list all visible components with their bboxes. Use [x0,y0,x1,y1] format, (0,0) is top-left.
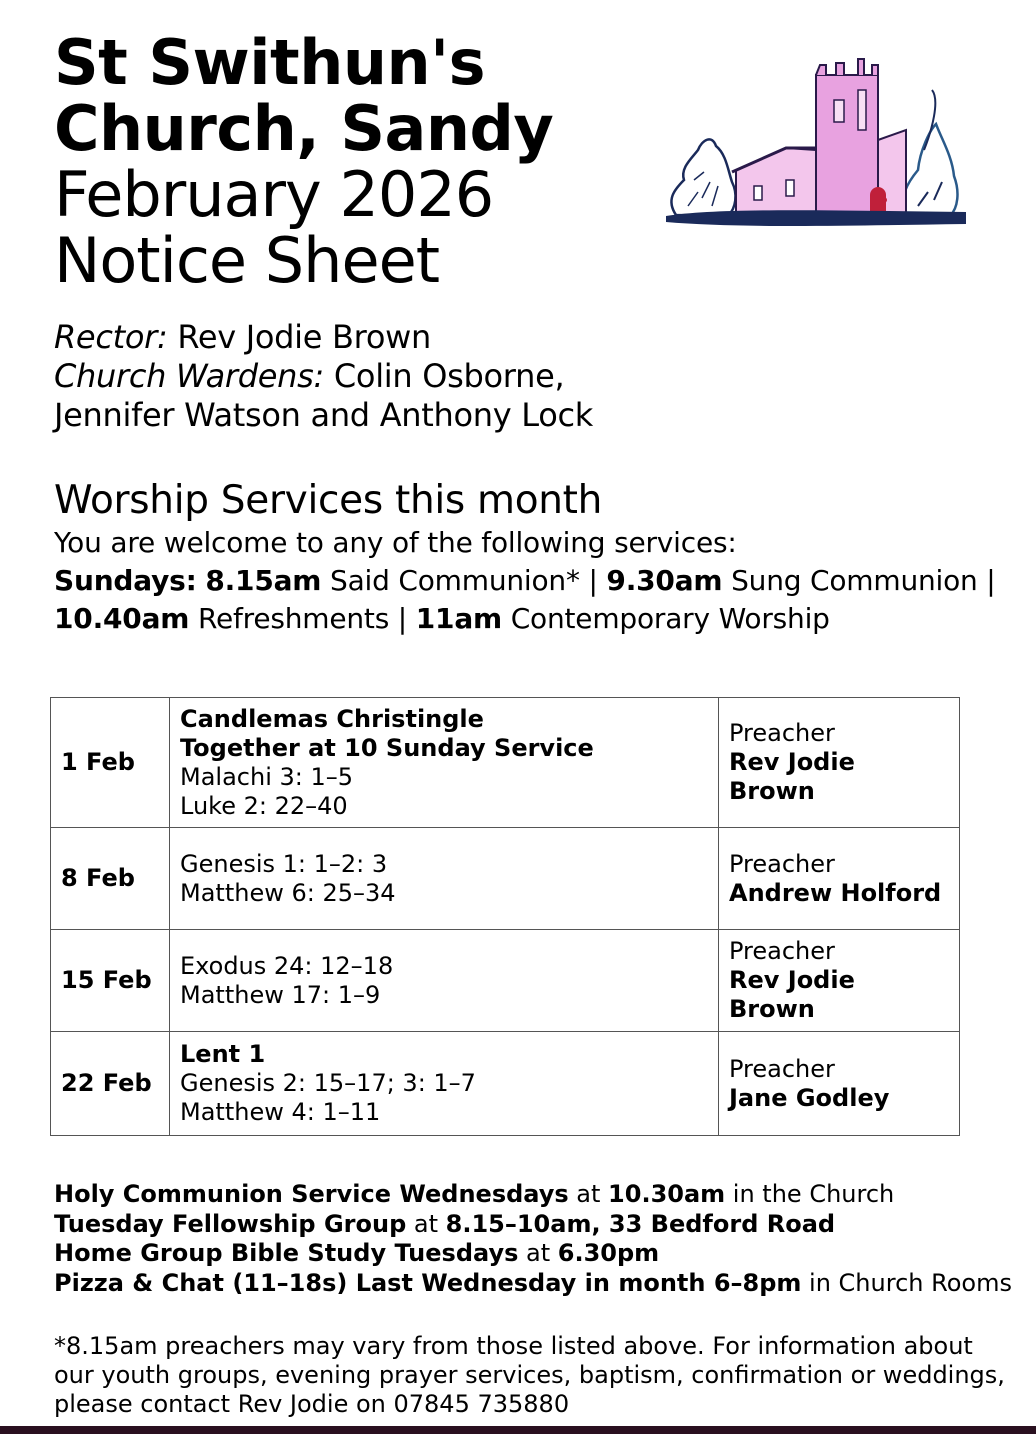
bible-reading: Matthew 6: 25–34 [180,878,396,907]
bible-reading: Matthew 4: 1–11 [180,1098,381,1126]
preacher-label: Preacher [729,1054,835,1083]
service-time: 9.30am [606,564,723,597]
wardens-line [54,357,593,396]
preacher-cell [719,1032,960,1136]
service-readings [170,930,719,1032]
bible-reading: Exodus 24: 12–18 [180,951,394,980]
preacher-label: Preacher [729,937,835,965]
notice-title: Pizza & Chat (11–18s) Last Wednesday in month 6–8pm [54,1268,802,1297]
church-officers [54,318,593,435]
service-desc: Refreshments | [189,602,416,635]
service-readings [170,828,719,930]
bible-reading: Matthew 17: 1–9 [180,980,381,1009]
service-row [51,828,960,930]
notice-sheet-line: Notice Sheet [54,224,440,297]
preacher-cell [719,698,960,828]
rector-line [54,318,593,357]
notice-text: at [518,1239,558,1267]
footnote-line: please contact Rev Jodie on 07845 735880 [54,1390,570,1418]
service-readings [170,1032,719,1136]
sunday-schedule-line-1 [54,562,996,600]
worship-section [54,478,996,638]
wardens-label: Church Wardens: [54,357,325,395]
service-date: 8 Feb [51,828,170,930]
preacher-name: Jane Godley [729,1083,890,1112]
worship-heading: Worship Services this month [54,478,603,523]
service-row [51,1032,960,1136]
worship-intro: You are welcome to any of the following services: [54,526,737,559]
preacher-cell [719,828,960,930]
service-title: Together at 10 Sunday Service [180,733,594,762]
sundays-label: Sundays: [54,564,197,597]
service-date: 1 Feb [51,698,170,828]
notice-text: at [406,1209,446,1238]
sunday-schedule-line-2 [54,600,996,638]
notice-title: Holy Communion Service Wednesdays [54,1180,569,1208]
page-title-block [54,26,634,297]
notice-title: Tuesday Fellowship Group [54,1209,407,1238]
services-table [50,697,960,1136]
notice-pizza-chat [54,1269,1012,1299]
service-desc: Contemporary Worship [502,602,830,635]
service-time: 11am [415,602,502,635]
service-desc: Sung Communion | [722,564,996,597]
notice-time: 8.15–10am, 33 Bedford Road [445,1209,836,1238]
service-date: 15 Feb [51,930,170,1032]
church-name-line-1: St Swithun's [54,26,485,99]
service-title: Candlemas Christingle [180,704,484,733]
service-readings [170,698,719,828]
bible-reading: Genesis 2: 15–17; 3: 1–7 [180,1069,476,1097]
notice-text: in the Church [725,1180,895,1208]
notice-time: 6.30pm [557,1239,660,1267]
service-row [51,930,960,1032]
notice-time: 10.30am [608,1180,726,1208]
footnote [54,1332,1005,1419]
bible-reading: Malachi 3: 1–5 [180,762,354,791]
preacher-cell [719,930,960,1032]
preacher-name: Rev Jodie Brown [729,966,855,1023]
church-name-line-2: Church, Sandy [54,92,554,165]
wardens-names: Colin Osborne, [324,357,565,395]
notice-text: at [568,1180,609,1208]
footnote-line: our youth groups, evening prayer services, baptism, confirmation or weddings, [54,1361,1005,1389]
rector-name: Rev Jodie Brown [167,318,431,356]
bottom-edge-bar [0,1426,1036,1434]
month-line: February 2026 [54,158,494,231]
church-illustration-icon [636,30,968,230]
wardens-names-continued: Jennifer Watson and Anthony Lock [54,396,594,434]
service-time: 8.15am [205,564,322,597]
notice-holy-communion [54,1180,1012,1210]
preacher-name: Andrew Holford [729,878,942,907]
notice-text: in Church Rooms [801,1268,1012,1297]
service-title: Lent 1 [180,1040,266,1068]
service-date: 22 Feb [51,1032,170,1136]
weekly-notices [54,1180,1012,1298]
service-time: 10.40am [54,602,190,635]
preacher-name: Rev Jodie Brown [729,748,855,805]
rector-label: Rector: [54,318,168,356]
notice-home-group [54,1239,1012,1269]
preacher-label: Preacher [729,849,835,878]
bible-reading: Genesis 1: 1–2: 3 [180,849,388,878]
service-desc: Said Communion* | [321,564,607,597]
preacher-label: Preacher [729,719,835,747]
service-row [51,698,960,828]
notice-title: Home Group Bible Study Tuesdays [54,1239,519,1267]
notice-fellowship [54,1210,1012,1240]
bible-reading: Luke 2: 22–40 [180,791,348,820]
footnote-line: *8.15am preachers may vary from those listed above. For information about [54,1332,973,1360]
